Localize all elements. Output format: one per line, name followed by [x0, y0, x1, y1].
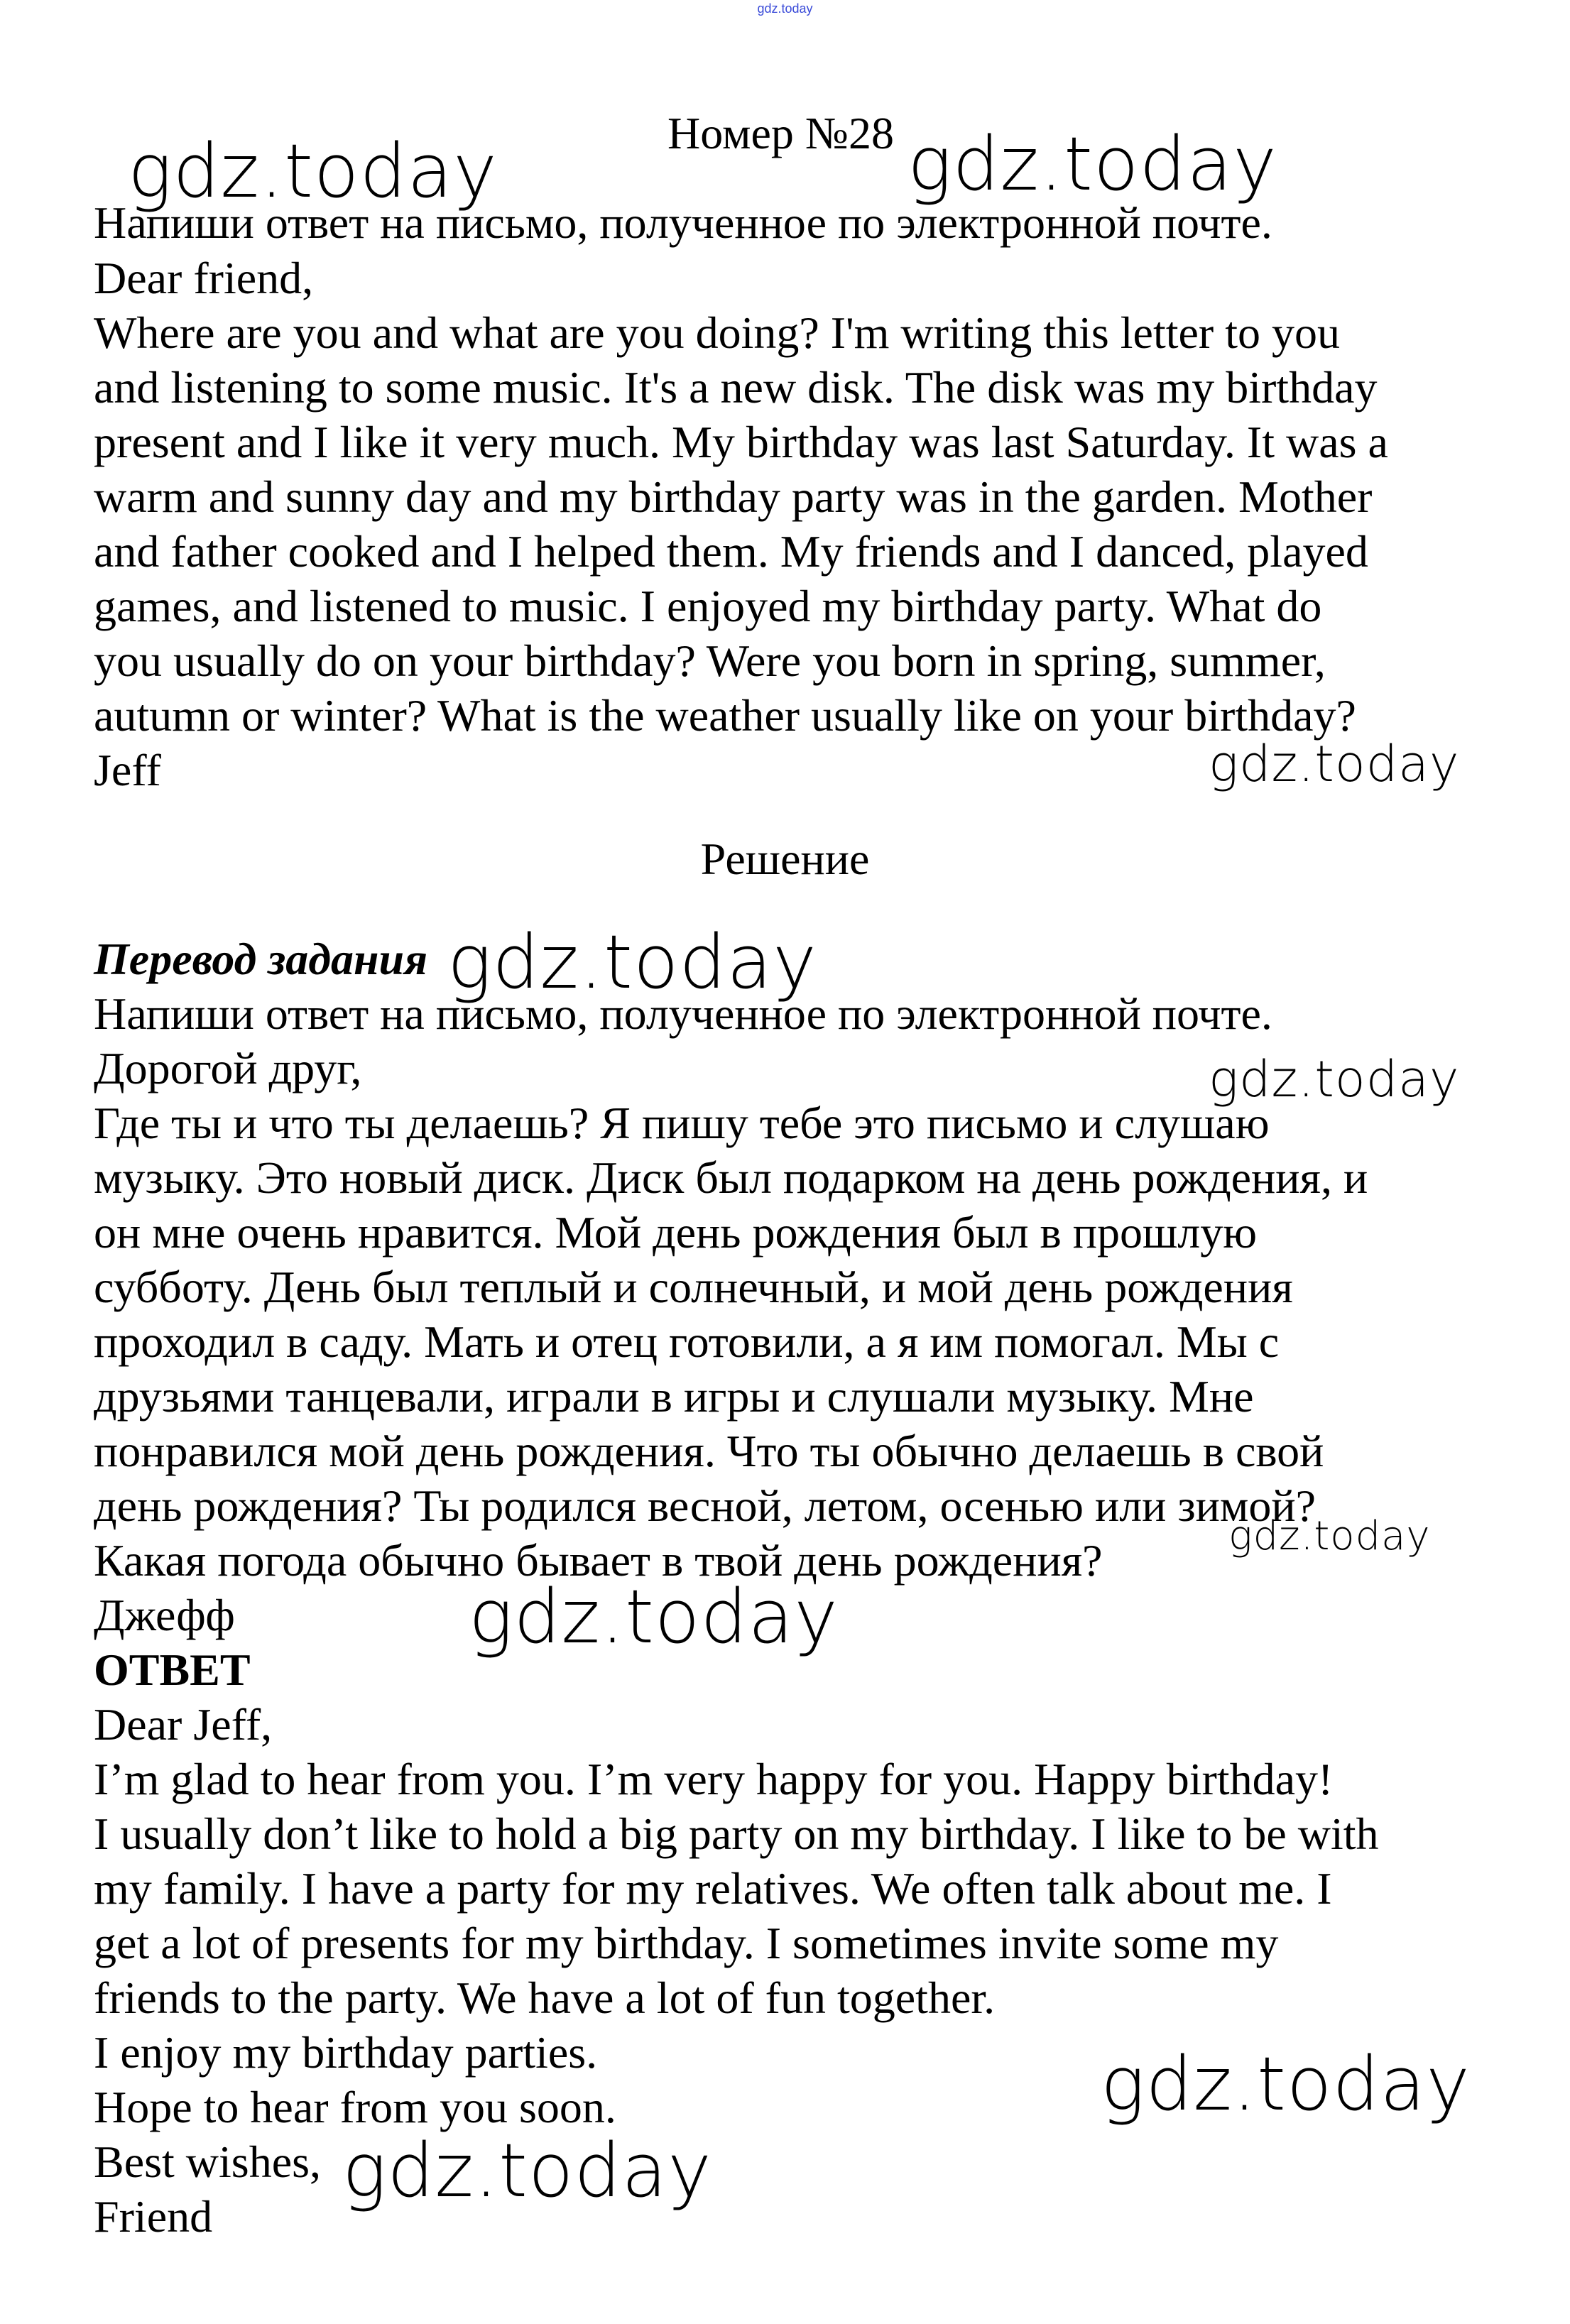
translation-line: музыку. Это новый диск. Диск был подарком на день рождения, и [94, 1152, 1368, 1203]
letter-line: and listening to some music. It's a new disk. The disk was my birthday [94, 362, 1378, 413]
solution-title: Решение [700, 834, 870, 884]
watermark: gdz.today [907, 121, 1277, 207]
answer-line: I enjoy my birthday parties. [94, 2027, 598, 2078]
answer-line: get a lot of presents for my birthday. I sometimes invite some my [94, 1918, 1279, 1968]
task-number: Номер №28 [667, 108, 894, 158]
letter-signature: Jeff [94, 745, 161, 795]
top-watermark: gdz.today [757, 1, 813, 16]
translation-line: день рождения? Ты родился весной, летом, осенью или зимой? [94, 1480, 1316, 1531]
answer-line: my family. I have a party for my relatives. We often talk about me. I [94, 1863, 1332, 1914]
translation-line: субботу. День был теплый и солнечный, и мой день рождения [94, 1262, 1293, 1312]
translation-line: Какая погода обычно бывает в твой день рождения? [94, 1535, 1103, 1586]
letter-line: games, and listened to music. I enjoyed my birthday party. What do [94, 581, 1322, 631]
answer-line: I’m glad to hear from you. I’m very happy for you. Happy birthday! [94, 1754, 1334, 1804]
watermark: gdz.today [1101, 2041, 1471, 2127]
answer-line: I usually don’t like to hold a big party on my birthday. I like to be with [94, 1809, 1379, 1859]
translation-line: Напиши ответ на письмо, полученное по электронной почте. [94, 988, 1272, 1039]
translation-line: проходил в саду. Мать и отец готовили, а я им помогал. Мы с [94, 1316, 1280, 1367]
answer-line: Dear Jeff, [94, 1699, 273, 1750]
watermark: gdz.today [469, 1573, 839, 1660]
translation-line: друзьями танцевали, играли в игры и слушали музыку. Мне [94, 1371, 1254, 1422]
letter-line: and father cooked and I helped them. My friends and I danced, played [94, 526, 1368, 577]
watermark: gdz.today [447, 919, 817, 1005]
answer-line: Best wishes, [94, 2137, 321, 2187]
letter-line: you usually do on your birthday? Were you born in spring, summer, [94, 635, 1326, 686]
translation-line: Где ты и что ты делаешь? Я пишу тебе это письмо и слушаю [94, 1098, 1270, 1148]
answer-heading: ОТВЕТ [94, 1644, 251, 1695]
answer-line: friends to the party. We have a lot of fun together. [94, 1973, 996, 2023]
watermark: gdz.today [128, 128, 498, 214]
translation-line: он мне очень нравится. Мой день рождения был в прошлую [94, 1207, 1257, 1258]
translation-line: понравился мой день рождения. Что ты обычно делаешь в свой [94, 1426, 1324, 1476]
answer-line: Hope to hear from you soon. [94, 2082, 616, 2132]
translation-heading: Перевод задания [94, 934, 428, 984]
watermark: gdz.today [1209, 1050, 1460, 1108]
task-instruction: Напиши ответ на письмо, полученное по электронной почте. [94, 197, 1272, 248]
translation-line: Дорогой друг, [94, 1043, 362, 1093]
watermark: gdz.today [342, 2127, 712, 2214]
translation-signature: Джефф [94, 1590, 235, 1640]
letter-line: Where are you and what are you doing? I'm writing this letter to you [94, 307, 1340, 358]
watermark: gdz.today [1209, 735, 1460, 793]
letter-line: Dear friend, [94, 253, 314, 303]
letter-line: warm and sunny day and my birthday party was in the garden. Mother [94, 471, 1373, 522]
letter-line: autumn or winter? What is the weather usually like on your birthday? [94, 690, 1356, 741]
answer-signature: Friend [94, 2191, 213, 2242]
letter-line: present and I like it very much. My birthday was last Saturday. It was a [94, 417, 1388, 467]
watermark: gdz.today [1228, 1513, 1431, 1559]
